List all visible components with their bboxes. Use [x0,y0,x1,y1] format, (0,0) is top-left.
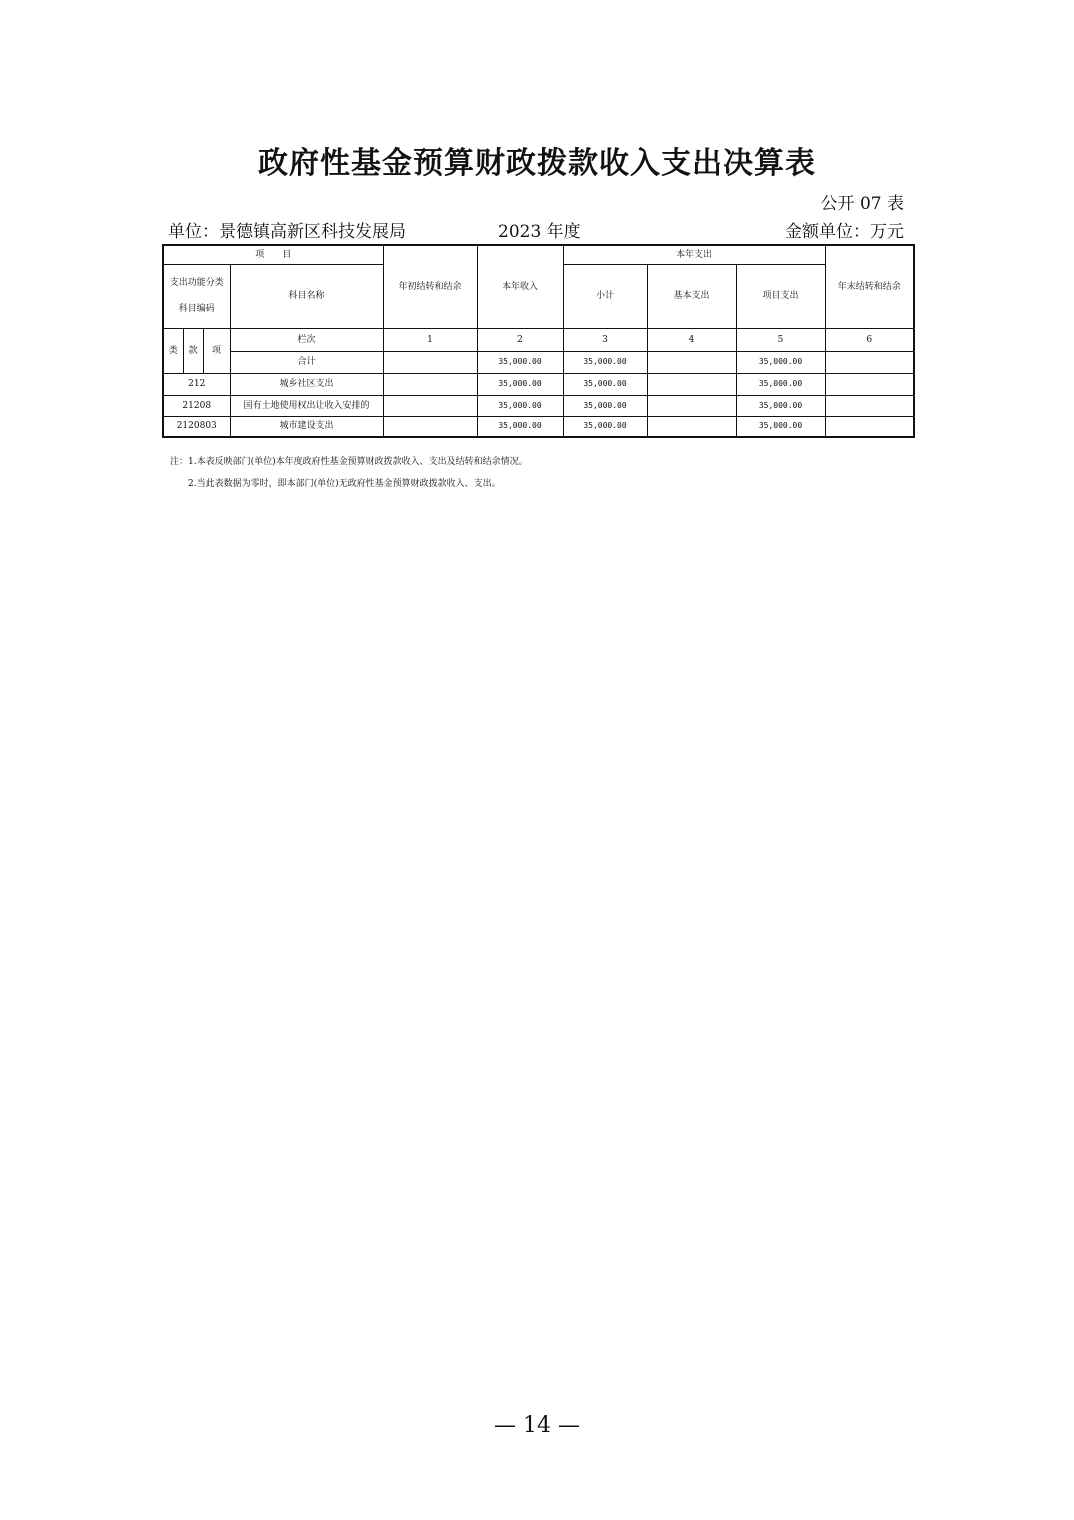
function-code: 21208 [163,395,230,416]
cell-value: 35,000.00 [736,373,825,395]
budget-table [162,244,915,438]
page-number: — 14 — [494,1413,580,1438]
money-unit: 金额单位：万元 [785,222,904,242]
cell-value [647,351,736,373]
header-end-balance: 年末结转和结余 [825,245,914,328]
cell-value: 35,000.00 [477,395,563,416]
fiscal-year: 2023 年度 [498,222,581,242]
cell-value: 35,000.00 [477,373,563,395]
column-number: 1 [383,328,477,351]
table-row [163,416,914,437]
total-row [163,351,914,373]
cell-value: 35,000.00 [477,416,563,437]
header-basic-expenditure: 基本支出 [647,264,736,328]
total-label: 合计 [230,351,383,373]
header-subject-name: 科目名称 [230,264,383,328]
cell-value [825,395,914,416]
table-row [163,395,914,416]
header-project-expenditure: 项目支出 [736,264,825,328]
header-this-year-expenditure: 本年支出 [563,245,825,264]
subject-name: 城乡社区支出 [230,373,383,395]
header-xiang: 项 [203,328,230,373]
cell-value: 35,000.00 [563,373,647,395]
cell-value [825,373,914,395]
header-begin-balance: 年初结转和结余 [383,245,477,328]
reporting-unit: 单位：景德镇高新区科技发展局 [168,222,406,242]
cell-value [383,395,477,416]
table-row [163,373,914,395]
cell-value [825,351,914,373]
column-number: 4 [647,328,736,351]
cell-value: 35,000.00 [477,351,563,373]
header-function-code: 支出功能分类科目编码 [163,264,230,328]
cell-value: 35,000.00 [736,416,825,437]
header-column-index: 栏次 [230,328,383,351]
cell-value: 35,000.00 [563,351,647,373]
column-number: 2 [477,328,563,351]
function-code: 212 [163,373,230,395]
header-lei: 类 [163,328,183,373]
column-number: 3 [563,328,647,351]
form-number: 公开 07 表 [820,194,904,214]
cell-value [383,416,477,437]
column-number: 5 [736,328,825,351]
subject-name: 国有土地使用权出让收入安排的 [230,395,383,416]
cell-value [647,395,736,416]
cell-value [383,373,477,395]
cell-value [647,416,736,437]
cell-value: 35,000.00 [563,395,647,416]
note-1: 注：1.本表反映部门(单位)本年度政府性基金预算财政拨款收入、支出及结转和结余情况。 [170,457,528,467]
header-income: 本年收入 [477,245,563,328]
note-2: 2.当此表数据为零时，即本部门(单位)无政府性基金预算财政拨款收入、支出。 [188,479,501,489]
column-number: 6 [825,328,914,351]
function-code: 2120803 [163,416,230,437]
cell-value: 35,000.00 [736,351,825,373]
header-subtotal: 小计 [563,264,647,328]
header-kuan: 款 [183,328,203,373]
page-title: 政府性基金预算财政拨款收入支出决算表 [258,146,816,181]
cell-value [383,351,477,373]
cell-value [825,416,914,437]
subject-name: 城市建设支出 [230,416,383,437]
cell-value: 35,000.00 [736,395,825,416]
cell-value [647,373,736,395]
header-item: 项 目 [163,245,383,264]
table-notes [170,451,528,495]
cell-value: 35,000.00 [563,416,647,437]
